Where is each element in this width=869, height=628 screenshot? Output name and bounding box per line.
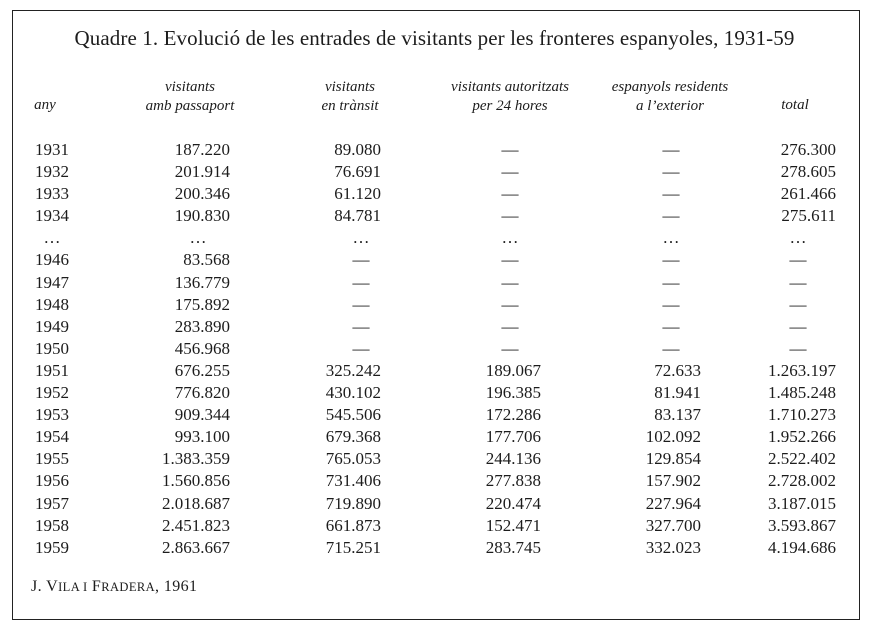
- cell-autoritzats: —: [501, 162, 519, 182]
- cell-residents: 81.941: [654, 383, 701, 403]
- cell-autoritzats: 196.385: [485, 383, 541, 403]
- cell-any: 1949: [35, 316, 69, 336]
- source-year: , 1961: [155, 578, 198, 595]
- table-row: [28, 295, 848, 317]
- header-residents-line2: a l’exterior: [636, 98, 704, 114]
- table-row: [28, 427, 848, 449]
- cell-transit: —: [352, 294, 370, 314]
- cell-autoritzats: —: [501, 272, 519, 292]
- header-autoritzats-line2: per 24 hores: [472, 98, 548, 114]
- table-row: [28, 449, 848, 471]
- source-name-1: ILA I: [58, 580, 88, 594]
- cell-transit: 715.251: [325, 537, 381, 557]
- header-residents-line1: espanyols residents: [611, 79, 729, 95]
- cell-residents: 332.023: [645, 537, 701, 557]
- cell-transit: —: [352, 272, 370, 292]
- header-autoritzats: [425, 78, 595, 116]
- cell-total: 3.187.015: [768, 493, 836, 513]
- cell-any: 1954: [35, 427, 69, 447]
- cell-any: 1957: [35, 493, 69, 513]
- source-name-2-cap: F: [87, 578, 102, 595]
- table-row: [28, 250, 848, 272]
- cell-autoritzats: —: [501, 316, 519, 336]
- cell-passaport: 676.255: [174, 360, 230, 380]
- cell-autoritzats: —: [501, 250, 519, 270]
- cell-transit: —: [352, 316, 370, 336]
- cell-total: …: [789, 228, 807, 248]
- cell-autoritzats: 152.471: [485, 515, 541, 535]
- cell-residents: —: [662, 294, 680, 314]
- cell-autoritzats: 244.136: [485, 449, 541, 469]
- cell-any: 1953: [35, 405, 69, 425]
- table-row: [28, 339, 848, 361]
- cell-transit: 89.080: [334, 140, 381, 159]
- cell-residents: —: [662, 162, 680, 182]
- header-any: [20, 96, 70, 115]
- cell-residents: —: [662, 272, 680, 292]
- cell-autoritzats: 283.745: [485, 537, 541, 557]
- cell-residents: —: [662, 140, 680, 159]
- cell-residents: 102.092: [645, 427, 701, 447]
- cell-residents: …: [662, 228, 680, 248]
- cell-any: 1950: [35, 338, 69, 358]
- cell-passaport: 993.100: [174, 427, 230, 447]
- cell-total: —: [789, 250, 807, 270]
- cell-residents: —: [662, 206, 680, 226]
- cell-transit: 719.890: [325, 493, 381, 513]
- source-initial: J. V: [31, 578, 59, 595]
- header-total-label: total: [781, 97, 809, 113]
- cell-passaport: 1.560.856: [162, 471, 230, 491]
- cell-any: 1947: [35, 272, 69, 292]
- cell-total: 4.194.686: [768, 537, 836, 557]
- table-row: [28, 361, 848, 383]
- header-transit-line2: en trànsit: [321, 98, 379, 114]
- cell-any: 1946: [35, 250, 69, 270]
- cell-transit: …: [352, 228, 370, 248]
- cell-total: 276.300: [780, 140, 836, 159]
- cell-passaport: 2.451.823: [162, 515, 230, 535]
- header-passaport-line1: visitants: [164, 79, 215, 95]
- cell-residents: —: [662, 316, 680, 336]
- cell-transit: 545.506: [325, 405, 381, 425]
- cell-transit: 325.242: [325, 360, 381, 380]
- cell-autoritzats: —: [501, 140, 519, 159]
- cell-total: 275.611: [781, 206, 836, 226]
- header-total: [760, 96, 830, 115]
- cell-transit: —: [352, 250, 370, 270]
- table-row: [28, 228, 848, 250]
- table-row: [28, 317, 848, 339]
- cell-transit: 731.406: [325, 471, 381, 491]
- cell-any: 1932: [35, 162, 69, 182]
- cell-passaport: 136.779: [174, 272, 230, 292]
- cell-passaport: 2.863.667: [162, 537, 230, 557]
- cell-passaport: 1.383.359: [162, 449, 230, 469]
- cell-autoritzats: —: [501, 294, 519, 314]
- cell-passaport: 175.892: [174, 294, 230, 314]
- source-citation: [31, 578, 197, 596]
- table-row: [28, 471, 848, 493]
- cell-total: 1.485.248: [768, 383, 836, 403]
- table-row: [28, 273, 848, 295]
- table-row: [28, 162, 848, 184]
- cell-total: —: [789, 316, 807, 336]
- cell-total: —: [789, 294, 807, 314]
- cell-any: …: [43, 228, 61, 248]
- cell-residents: —: [662, 338, 680, 358]
- header-transit-line1: visitants: [324, 79, 375, 95]
- cell-total: 1.952.266: [768, 427, 836, 447]
- cell-any: 1956: [35, 471, 69, 491]
- cell-passaport: 190.830: [174, 206, 230, 226]
- header-residents: [590, 78, 750, 116]
- cell-total: 2.522.402: [768, 449, 836, 469]
- cell-residents: 72.633: [654, 360, 701, 380]
- cell-autoritzats: —: [501, 184, 519, 204]
- cell-any: 1948: [35, 294, 69, 314]
- cell-passaport: 83.568: [183, 250, 230, 270]
- table-row: [28, 206, 848, 228]
- cell-passaport: 456.968: [174, 338, 230, 358]
- cell-any: 1959: [35, 537, 69, 557]
- cell-passaport: …: [189, 228, 207, 248]
- cell-any: 1951: [35, 360, 69, 380]
- cell-any: 1952: [35, 383, 69, 403]
- cell-residents: 129.854: [645, 449, 701, 469]
- header-passaport-line2: amb passaport: [145, 98, 235, 114]
- cell-total: —: [789, 272, 807, 292]
- cell-residents: 227.964: [645, 493, 701, 513]
- cell-total: 1.263.197: [768, 360, 836, 380]
- cell-autoritzats: 220.474: [485, 493, 541, 513]
- cell-autoritzats: 277.838: [485, 471, 541, 491]
- cell-residents: —: [662, 250, 680, 270]
- cell-passaport: 201.914: [174, 162, 230, 182]
- cell-transit: —: [352, 338, 370, 358]
- cell-transit: 430.102: [325, 383, 381, 403]
- cell-transit: 61.120: [334, 184, 381, 204]
- table-row: [28, 405, 848, 427]
- header-passaport: [120, 78, 260, 116]
- cell-total: 1.710.273: [768, 405, 836, 425]
- cell-residents: 83.137: [654, 405, 701, 425]
- source-name-2: RADERA: [101, 580, 156, 594]
- cell-passaport: 776.820: [174, 383, 230, 403]
- cell-total: 261.466: [780, 184, 836, 204]
- cell-any: 1931: [35, 140, 69, 159]
- header-transit: [290, 78, 410, 116]
- cell-any: 1933: [35, 184, 69, 204]
- cell-autoritzats: —: [501, 338, 519, 358]
- header-autoritzats-line1: visitants autoritzats: [451, 79, 569, 95]
- cell-passaport: 2.018.687: [162, 493, 230, 513]
- cell-passaport: 283.890: [174, 316, 230, 336]
- table-row: [28, 538, 848, 560]
- cell-transit: 84.781: [334, 206, 381, 226]
- cell-residents: 157.902: [645, 471, 701, 491]
- cell-total: 2.728.002: [768, 471, 836, 491]
- table-row: [28, 494, 848, 516]
- cell-passaport: 187.220: [174, 140, 230, 159]
- cell-transit: 765.053: [325, 449, 381, 469]
- data-table: [28, 140, 848, 560]
- cell-transit: 661.873: [325, 515, 381, 535]
- cell-autoritzats: 189.067: [485, 360, 541, 380]
- cell-any: 1934: [35, 206, 69, 226]
- cell-transit: 76.691: [334, 162, 381, 182]
- table-row: [28, 383, 848, 405]
- cell-total: 3.593.867: [768, 515, 836, 535]
- cell-autoritzats: 177.706: [485, 427, 541, 447]
- table-title: Quadre 1. Evolució de les entrades de visitants per les fronteres espanyoles, 1931-59: [74, 26, 795, 50]
- table-row: [28, 140, 848, 162]
- cell-transit: 679.368: [325, 427, 381, 447]
- cell-residents: 327.700: [645, 515, 701, 535]
- header-any-label: any: [34, 97, 56, 113]
- cell-autoritzats: …: [501, 228, 519, 248]
- table-row: [28, 184, 848, 206]
- cell-autoritzats: 172.286: [485, 405, 541, 425]
- table-row: [28, 516, 848, 538]
- cell-total: —: [789, 338, 807, 358]
- cell-autoritzats: —: [501, 206, 519, 226]
- cell-passaport: 200.346: [174, 184, 230, 204]
- cell-any: 1955: [35, 449, 69, 469]
- cell-any: 1958: [35, 515, 69, 535]
- cell-passaport: 909.344: [174, 405, 230, 425]
- cell-total: 278.605: [780, 162, 836, 182]
- cell-residents: —: [662, 184, 680, 204]
